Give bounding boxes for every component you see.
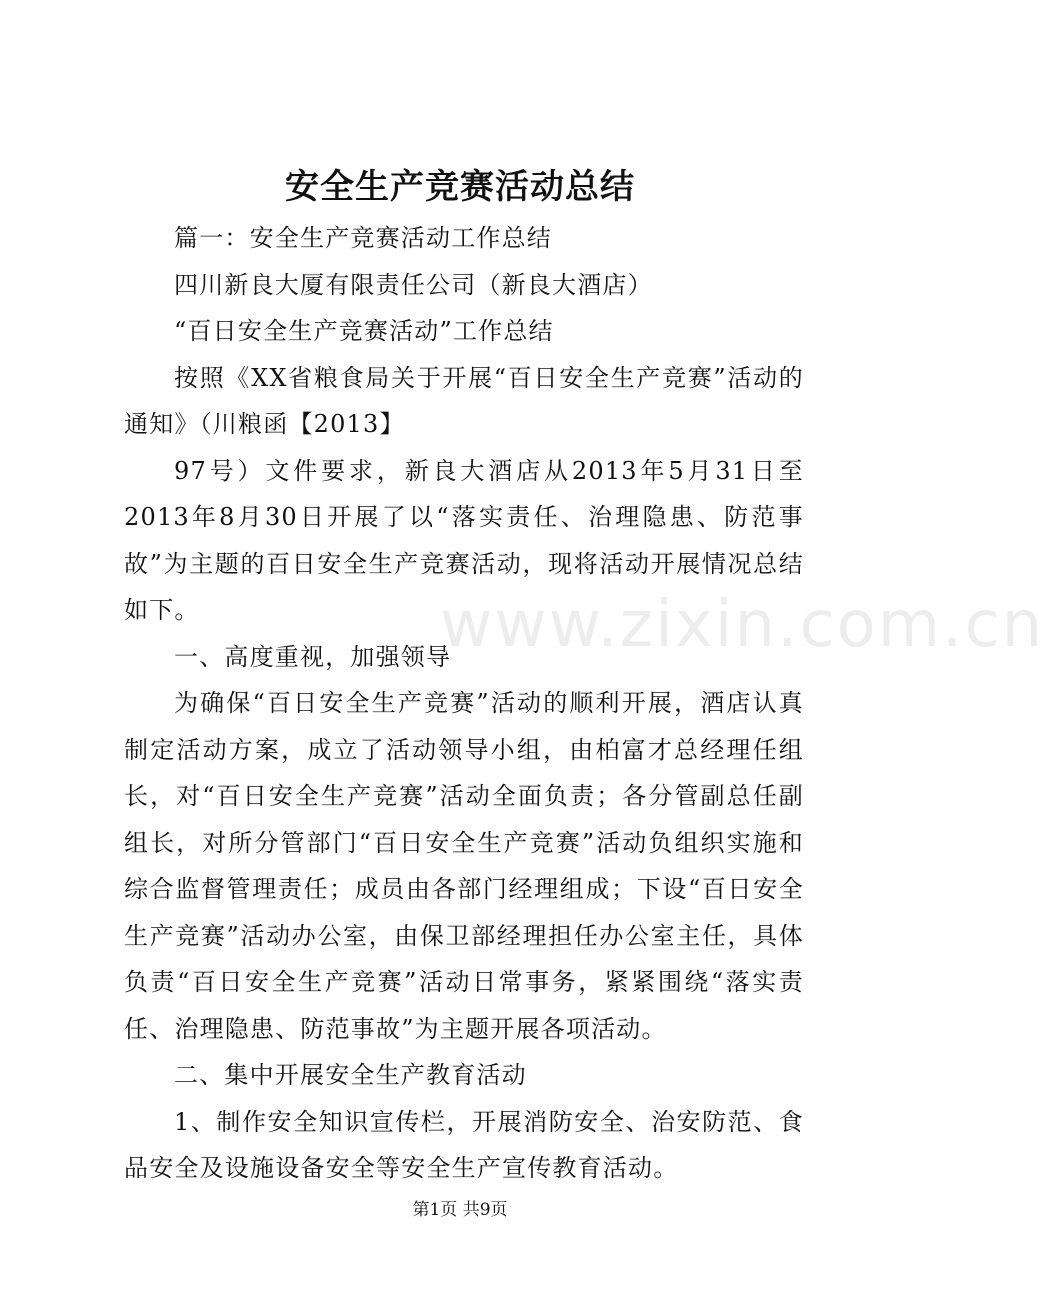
document-body [124,215,804,1192]
paragraph-intro: 97号）文件要求，新良大酒店从2013年5月31日至2013年8月30日开展了以“落实责任、治理隐患、防范事故”为主题的百日安全生产竞赛活动，现将活动开展情况总结如下。 [124,456,804,624]
paragraph-report-title: “百日安全生产竞赛活动”工作总结 [174,317,554,345]
paragraph-notice-reference: 按照《XX省粮食局关于开展“百日安全生产竞赛”活动的通知》（川粮函【2013】 [124,363,804,438]
paragraph-leadership: 为确保“百日安全生产竞赛”活动的顺利开展，酒店认真制定活动方案，成立了活动领导小组，由柏富才总经理任组长，对“百日安全生产竞赛”活动全面负责；各分管副总任副组长，对所分管部门“百日安全生产竞赛”活动负组织实施和综合监督管理责任；成员由各部门经理组成；下设“百日安全生产竞赛”活动办公室，由保卫部经理担任办公室主任，具体负责“百日安全生产竞赛”活动日常事务，紧紧围绕“落实责任、治理隐患、防范事故”为主题开展各项活动。 [124,689,804,1043]
document-title: 安全生产竞赛活动总结 [285,167,635,207]
section-heading-2: 二、集中开展安全生产教育活动 [174,1061,527,1089]
paragraph-publicity: 1、制作安全知识宣传栏，开展消防安全、治安防范、食品安全及设施设备安全等安全生产宣传教育活动。 [124,1107,804,1182]
paragraph-company: 四川新良大厦有限责任公司（新良大酒店） [174,270,653,299]
watermark: www.zixin.com.cn [440,588,1044,662]
page-footer: 第1页 共9页 [412,1200,508,1220]
paragraph-subtitle: 篇一：安全生产竞赛活动工作总结 [174,224,552,252]
section-heading-1: 一、高度重视，加强领导 [174,642,452,671]
